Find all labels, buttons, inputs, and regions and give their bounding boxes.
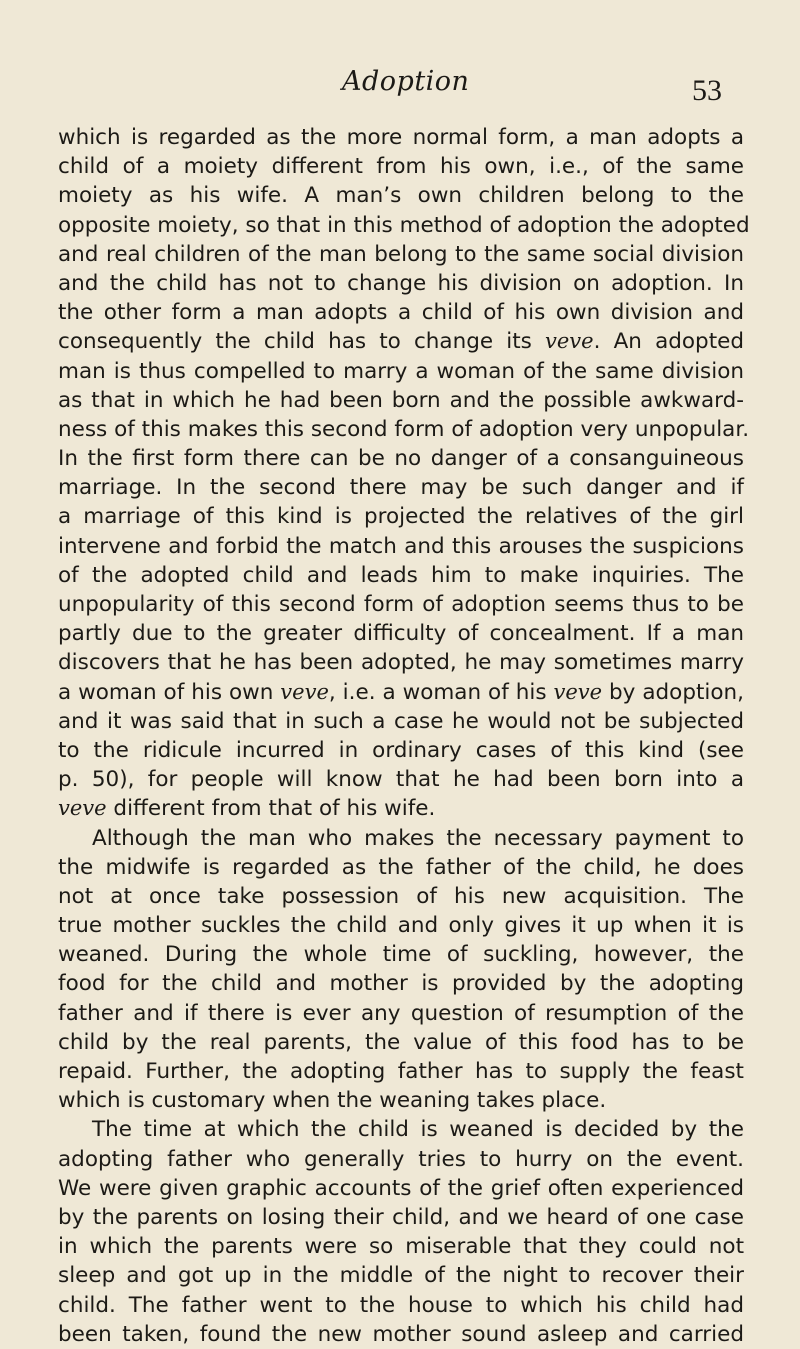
text-line: intervene and forbid the match and this arouses the suspicions: [58, 533, 744, 559]
text-line: repaid. Further, the adopting father has to supply the feast: [58, 1059, 744, 1084]
text-line: ness of this makes this second form of adoption very unpopular.: [58, 416, 750, 442]
text-line: which is customary when the weaning takes place.: [58, 1088, 607, 1114]
text-line: adopting father who generally tries to hurry on the event.: [58, 1146, 744, 1172]
text-line: the midwife is regarded as the father of the child, he does: [58, 854, 744, 880]
page-number: 53: [692, 74, 722, 107]
text-line: and it was said that in such a case he would not be subjected: [58, 708, 744, 734]
text-line: as that in which he had been born and the possible awkward-: [58, 387, 744, 413]
text-line: to the ridicule incurred in ordinary cases of this kind (see: [58, 737, 744, 763]
running-title: Adoption: [342, 66, 470, 97]
text-line: child. The father went to the house to which his child had: [58, 1292, 744, 1318]
paragraph-first-line: Although the man who makes the necessary payment to: [92, 825, 744, 851]
text-line: child of a moiety different from his own, i.e., of the same: [58, 154, 744, 180]
text-line: father and if there is ever any question of resumption of the: [58, 1000, 744, 1026]
text-line: of the adopted child and leads him to make inquiries. The: [58, 562, 744, 588]
text-line: p. 50), for people will know that he had been born into a: [58, 767, 744, 793]
text-line: sleep and got up in the middle of the night to recover their: [58, 1263, 744, 1289]
text-line: child by the real parents, the value of this food has to be: [58, 1029, 744, 1055]
text-line: In the first form there can be no danger of a consanguineous: [58, 446, 744, 472]
running-head: [0, 66, 800, 110]
text-line: opposite moiety, so that in this method of adoption the adopted: [58, 212, 750, 238]
text-line: the other form a man adopts a child of his own division and: [58, 300, 744, 326]
text-line: veve different from that of his wife.: [58, 796, 436, 822]
text-line: man is thus compelled to marry a woman of the same division: [58, 358, 744, 384]
text-line: which is regarded as the more normal form, a man adopts a: [58, 125, 744, 150]
paragraph-first-line: The time at which the child is weaned is decided by the: [92, 1117, 744, 1143]
text-line: food for the child and mother is provided by the adopting: [58, 971, 744, 997]
italic-term: veve: [58, 796, 107, 821]
italic-term: veve: [280, 679, 329, 704]
text-line: and real children of the man belong to the same social division: [58, 241, 744, 267]
italic-term: veve: [545, 329, 594, 354]
text-line: by the parents on losing their child, and we heard of one case: [58, 1204, 744, 1230]
body-text: [58, 123, 750, 1349]
text-line: true mother suckles the child and only gives it up when it is: [58, 913, 744, 939]
text-line: unpopularity of this second form of adoption seems thus to be: [58, 592, 744, 617]
text-line: and the child has not to change his division on adoption. In: [58, 270, 744, 296]
text-line: in which the parents were so miserable that they could not: [58, 1234, 744, 1260]
text-line: a woman of his own veve, i.e. a woman of his veve by adoption,: [58, 679, 744, 705]
text-line: not at once take possession of his new acquisition. The: [58, 883, 744, 909]
text-line: moiety as his wife. A man’s own children belong to the: [58, 183, 744, 209]
text-line: weaned. During the whole time of suckling, however, the: [58, 942, 744, 968]
text-line: marriage. In the second there may be such danger and if: [58, 475, 744, 501]
italic-term: veve: [553, 679, 603, 704]
text-line: a marriage of this kind is projected the relatives of the girl: [58, 504, 744, 530]
text-line: discovers that he has been adopted, he may sometimes marry: [58, 650, 744, 676]
text-line: been taken, found the new mother sound asleep and carried: [58, 1321, 744, 1347]
text-line: consequently the child has to change its veve. An adopted: [58, 329, 744, 355]
text-line: partly due to the greater difficulty of concealment. If a man: [58, 621, 744, 647]
text-line: We were given graphic accounts of the grief often experienced: [58, 1175, 744, 1201]
